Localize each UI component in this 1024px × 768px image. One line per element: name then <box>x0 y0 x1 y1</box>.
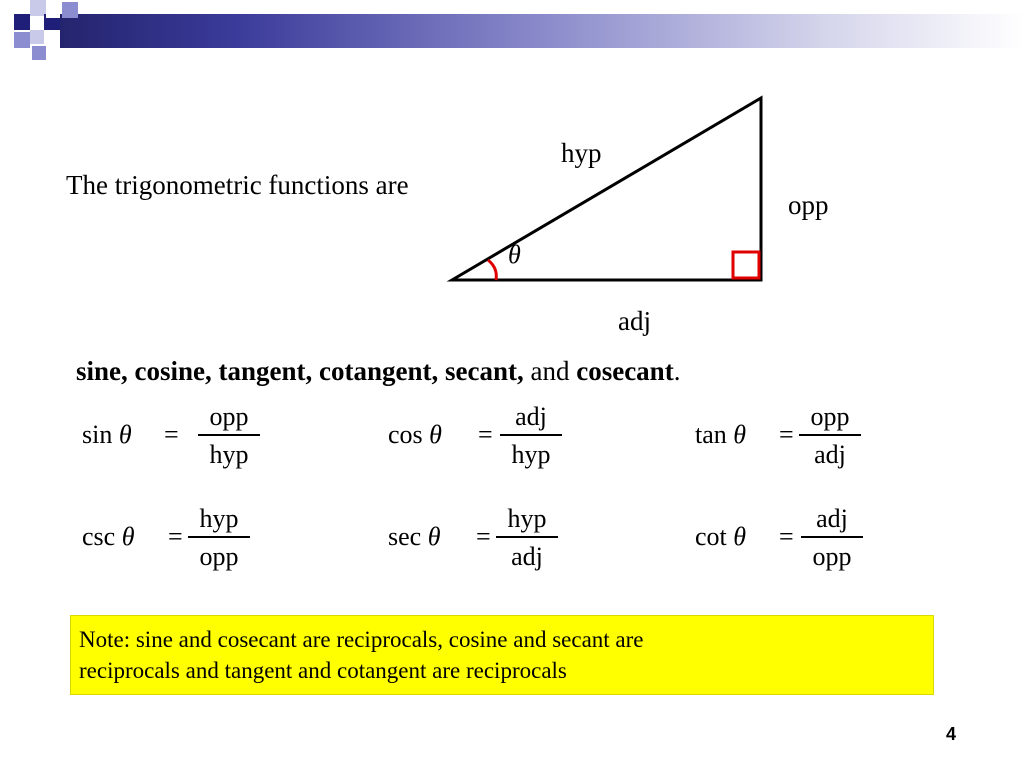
formula-equals: = <box>476 522 491 551</box>
header-square <box>62 2 78 18</box>
formula-sin <box>82 402 352 482</box>
header-square <box>14 14 30 30</box>
right-triangle-diagram <box>440 90 780 290</box>
formula-equals: = <box>168 522 183 551</box>
formula-denominator: hyp <box>511 440 551 469</box>
page-number: 4 <box>946 724 957 744</box>
header-decoration <box>0 0 1024 70</box>
formula-fraction <box>500 402 562 472</box>
formula-sec <box>388 504 658 584</box>
angle-arc <box>488 260 496 280</box>
fraction-bar <box>801 536 863 538</box>
formula-theta: θ <box>429 420 442 449</box>
formula-equals: = <box>779 522 794 551</box>
formula-theta: θ <box>121 522 135 551</box>
formula-numerator: opp <box>810 402 850 431</box>
cosine-name: cosine, <box>134 356 212 386</box>
formula-function: cos <box>388 420 423 449</box>
fraction-bar <box>188 536 250 538</box>
hyp-label: hyp <box>561 138 602 168</box>
tangent-name: tangent, <box>218 356 313 386</box>
formula-numerator: hyp <box>199 504 239 533</box>
formula-denominator: adj <box>511 542 543 571</box>
formula-function: csc <box>82 522 116 551</box>
sine-name: sine, <box>76 356 128 386</box>
formula-numerator: hyp <box>507 504 547 533</box>
right-angle-marker <box>733 252 759 278</box>
formula-numerator: opp <box>209 402 249 431</box>
formula-fraction <box>188 504 250 574</box>
formula-function: sec <box>388 522 422 551</box>
formula-csc <box>82 504 352 584</box>
fraction-bar <box>496 536 558 538</box>
fraction-bar <box>198 434 260 436</box>
cosecant-name: cosecant <box>576 356 674 386</box>
header-gradient-bar <box>60 14 1024 48</box>
formula-fraction <box>801 504 863 574</box>
intro-text: The trigonometric functions are <box>66 170 409 200</box>
secant-name: secant, <box>445 356 524 386</box>
cotangent-name: cotangent, <box>319 356 439 386</box>
formula-denominator: hyp <box>209 440 249 469</box>
note-box <box>70 615 934 695</box>
formula-theta: θ <box>733 420 747 449</box>
formula-denominator: opp <box>812 542 852 571</box>
formula-theta: θ <box>733 522 747 551</box>
formula-function: tan <box>695 420 727 449</box>
formula-fraction <box>198 402 260 472</box>
formula-tan <box>695 402 965 482</box>
fraction-bar <box>799 434 861 436</box>
fraction-bar <box>500 434 562 436</box>
formula-function: cot <box>695 522 727 551</box>
formula-equals: = <box>478 420 493 449</box>
function-names-line <box>76 356 680 387</box>
theta-label: θ <box>508 240 521 269</box>
formula-fraction <box>496 504 558 574</box>
header-square <box>14 32 30 48</box>
formula-numerator: adj <box>816 504 848 533</box>
opp-label: opp <box>788 190 829 220</box>
header-square <box>32 46 46 60</box>
formula-function: sin <box>82 420 113 449</box>
note-line-2: reciprocals and tangent and cotangent are reciprocals <box>79 658 567 683</box>
and-word: and <box>523 356 577 386</box>
formula-denominator: opp <box>199 542 239 571</box>
formula-equals: = <box>164 420 179 449</box>
period: . <box>673 356 681 386</box>
formula-theta: θ <box>427 522 441 551</box>
header-square <box>46 4 60 18</box>
header-square <box>30 30 44 44</box>
formula-theta: θ <box>118 420 132 449</box>
formula-fraction <box>799 402 861 472</box>
formula-cos <box>388 402 658 482</box>
note-line-1: Note: sine and cosecant are reciprocals, cosine and secant are <box>79 627 644 652</box>
formula-denominator: adj <box>814 440 846 469</box>
triangle-outline <box>452 98 761 280</box>
formula-equals: = <box>779 420 794 449</box>
formula-numerator: adj <box>515 402 547 431</box>
formula-cot <box>695 504 965 584</box>
adj-label: adj <box>618 306 651 336</box>
